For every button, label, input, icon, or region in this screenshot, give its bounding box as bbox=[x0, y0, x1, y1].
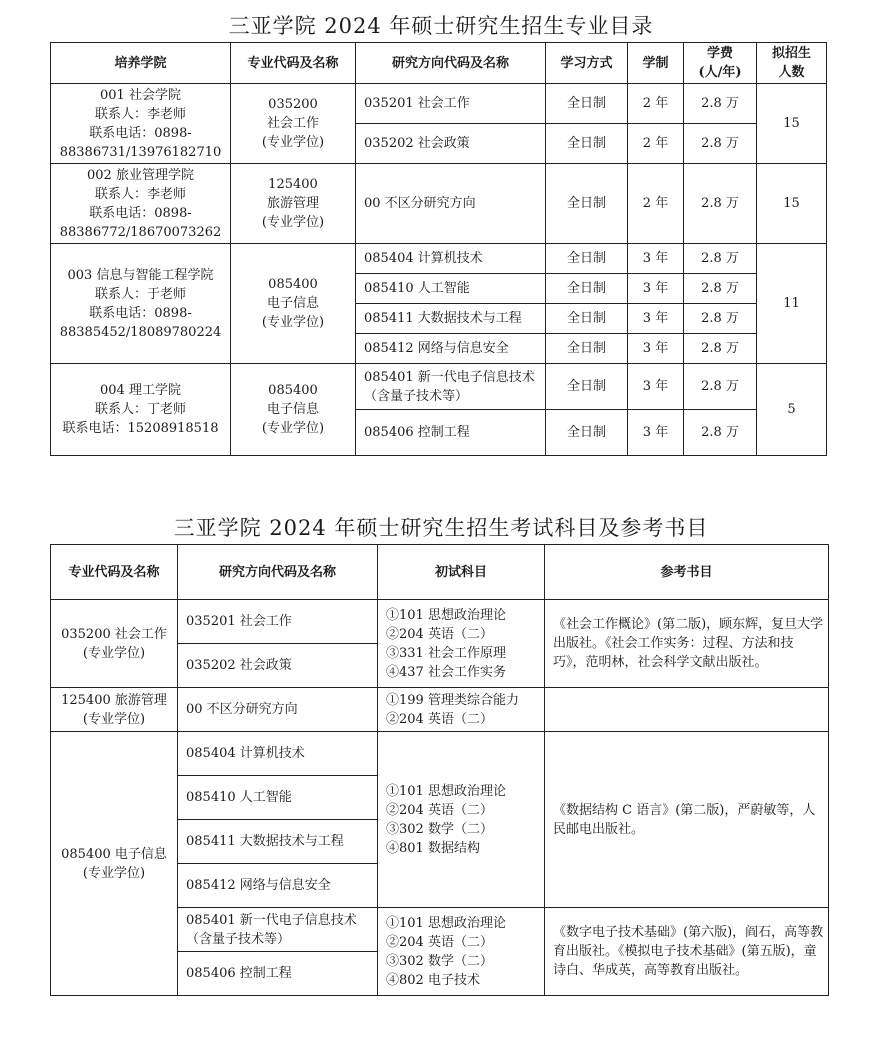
header-major: 专业代码及名称 bbox=[231, 43, 356, 84]
duration-cell: 3 年 bbox=[628, 410, 684, 456]
fee-cell: 2.8 万 bbox=[684, 304, 757, 334]
duration-cell: 3 年 bbox=[628, 244, 684, 274]
duration-cell: 3 年 bbox=[628, 304, 684, 334]
header-direction: 研究方向代码及名称 bbox=[178, 545, 378, 600]
quota-cell: 15 bbox=[757, 164, 827, 244]
mode-cell: 全日制 bbox=[546, 364, 628, 410]
direction-cell: 085404 计算机技术 bbox=[178, 732, 378, 776]
direction-cell: 035201 社会工作 bbox=[178, 600, 378, 644]
direction-cell: 085412 网络与信息安全 bbox=[356, 334, 546, 364]
major-cell: 035200 社会工作 (专业学位) bbox=[231, 84, 356, 164]
fee-cell: 2.8 万 bbox=[684, 164, 757, 244]
table1-header-row bbox=[51, 43, 827, 84]
mode-cell: 全日制 bbox=[546, 334, 628, 364]
direction-cell: 085404 计算机技术 bbox=[356, 244, 546, 274]
duration-cell: 2 年 bbox=[628, 124, 684, 164]
fee-cell: 2.8 万 bbox=[684, 84, 757, 124]
fee-cell: 2.8 万 bbox=[684, 410, 757, 456]
mode-cell: 全日制 bbox=[546, 84, 628, 124]
table-row bbox=[51, 688, 829, 732]
direction-cell: 085406 控制工程 bbox=[178, 952, 378, 996]
fee-cell: 2.8 万 bbox=[684, 334, 757, 364]
duration-cell: 3 年 bbox=[628, 334, 684, 364]
major-cell: 035200 社会工作 (专业学位) bbox=[51, 600, 178, 688]
quota-cell: 11 bbox=[757, 244, 827, 364]
mode-cell: 全日制 bbox=[546, 164, 628, 244]
direction-cell: 085401 新一代电子信息技术（含量子技术等） bbox=[356, 364, 546, 410]
table-row bbox=[51, 164, 827, 244]
college-cell: 002 旅业管理学院 联系人：李老师 联系电话：0898- 88386772/18670073262 bbox=[51, 164, 231, 244]
direction-cell: 085401 新一代电子信息技术（含量子技术等） bbox=[178, 908, 378, 952]
header-duration: 学制 bbox=[628, 43, 684, 84]
fee-cell: 2.8 万 bbox=[684, 364, 757, 410]
books-cell bbox=[545, 688, 829, 732]
major-cell: 125400 旅游管理 (专业学位) bbox=[231, 164, 356, 244]
fee-cell: 2.8 万 bbox=[684, 244, 757, 274]
mode-cell: 全日制 bbox=[546, 124, 628, 164]
header-exam: 初试科目 bbox=[378, 545, 545, 600]
mode-cell: 全日制 bbox=[546, 410, 628, 456]
college-cell: 004 理工学院 联系人：丁老师 联系电话：15208918518 bbox=[51, 364, 231, 456]
exam-cell: ①101 思想政治理论 ②204 英语（二） ③302 数学（二） ④802 电子技术 bbox=[378, 908, 545, 996]
mode-cell: 全日制 bbox=[546, 304, 628, 334]
direction-cell: 035202 社会政策 bbox=[356, 124, 546, 164]
college-cell: 003 信息与智能工程学院 联系人：于老师 联系电话：0898- 88385452/18089780224 bbox=[51, 244, 231, 364]
header-fee: 学费 (人/年) bbox=[684, 43, 757, 84]
mode-cell: 全日制 bbox=[546, 274, 628, 304]
exam-cell: ①199 管理类综合能力 ②204 英语（二） bbox=[378, 688, 545, 732]
mode-cell: 全日制 bbox=[546, 244, 628, 274]
table-row bbox=[51, 244, 827, 274]
table-row bbox=[51, 84, 827, 124]
table1-title: 三亚学院 2024 年硕士研究生招生专业目录 bbox=[228, 14, 654, 38]
direction-cell: 00 不区分研究方向 bbox=[178, 688, 378, 732]
exam-subjects-table bbox=[50, 544, 829, 996]
table-row bbox=[51, 732, 829, 776]
program-catalog-table bbox=[50, 42, 827, 456]
fee-cell: 2.8 万 bbox=[684, 274, 757, 304]
major-cell: 085400 电子信息 (专业学位) bbox=[231, 364, 356, 456]
header-mode: 学习方式 bbox=[546, 43, 628, 84]
duration-cell: 2 年 bbox=[628, 164, 684, 244]
table2-title: 三亚学院 2024 年硕士研究生招生考试科目及参考书目 bbox=[173, 516, 709, 540]
direction-cell: 085411 大数据技术与工程 bbox=[356, 304, 546, 334]
duration-cell: 2 年 bbox=[628, 84, 684, 124]
direction-cell: 085406 控制工程 bbox=[356, 410, 546, 456]
direction-cell: 085410 人工智能 bbox=[178, 776, 378, 820]
header-direction: 研究方向代码及名称 bbox=[356, 43, 546, 84]
table-row bbox=[51, 364, 827, 410]
direction-cell: 085412 网络与信息安全 bbox=[178, 864, 378, 908]
header-books: 参考书目 bbox=[545, 545, 829, 600]
fee-cell: 2.8 万 bbox=[684, 124, 757, 164]
major-cell: 085400 电子信息 (专业学位) bbox=[51, 732, 178, 996]
direction-cell: 00 不区分研究方向 bbox=[356, 164, 546, 244]
exam-cell: ①101 思想政治理论 ②204 英语（二） ③331 社会工作原理 ④437 社会工作实务 bbox=[378, 600, 545, 688]
books-cell: 《数字电子技术基础》(第六版)，阎石，高等教育出版社。《模拟电子技术基础》(第五版)，童诗白、华成英，高等教育出版社。 bbox=[545, 908, 829, 996]
major-cell: 085400 电子信息 (专业学位) bbox=[231, 244, 356, 364]
duration-cell: 3 年 bbox=[628, 274, 684, 304]
books-cell: 《数据结构 C 语言》(第二版)，严蔚敏等，人民邮电出版社。 bbox=[545, 732, 829, 908]
table2-header-row bbox=[51, 545, 829, 600]
header-quota: 拟招生 人数 bbox=[757, 43, 827, 84]
direction-cell: 035201 社会工作 bbox=[356, 84, 546, 124]
quota-cell: 5 bbox=[757, 364, 827, 456]
quota-cell: 15 bbox=[757, 84, 827, 164]
direction-cell: 085410 人工智能 bbox=[356, 274, 546, 304]
table-row bbox=[51, 600, 829, 644]
header-major: 专业代码及名称 bbox=[51, 545, 178, 600]
major-cell: 125400 旅游管理 (专业学位) bbox=[51, 688, 178, 732]
duration-cell: 3 年 bbox=[628, 364, 684, 410]
exam-cell: ①101 思想政治理论 ②204 英语（二） ③302 数学（二） ④801 数据结构 bbox=[378, 732, 545, 908]
direction-cell: 035202 社会政策 bbox=[178, 644, 378, 688]
books-cell: 《社会工作概论》(第二版)，顾东辉，复旦大学出版社。《社会工作实务：过程、方法和技巧》，范明林，社会科学文献出版社。 bbox=[545, 600, 829, 688]
college-cell: 001 社会学院 联系人：李老师 联系电话：0898- 88386731/13976182710 bbox=[51, 84, 231, 164]
direction-cell: 085411 大数据技术与工程 bbox=[178, 820, 378, 864]
header-college: 培养学院 bbox=[51, 43, 231, 84]
